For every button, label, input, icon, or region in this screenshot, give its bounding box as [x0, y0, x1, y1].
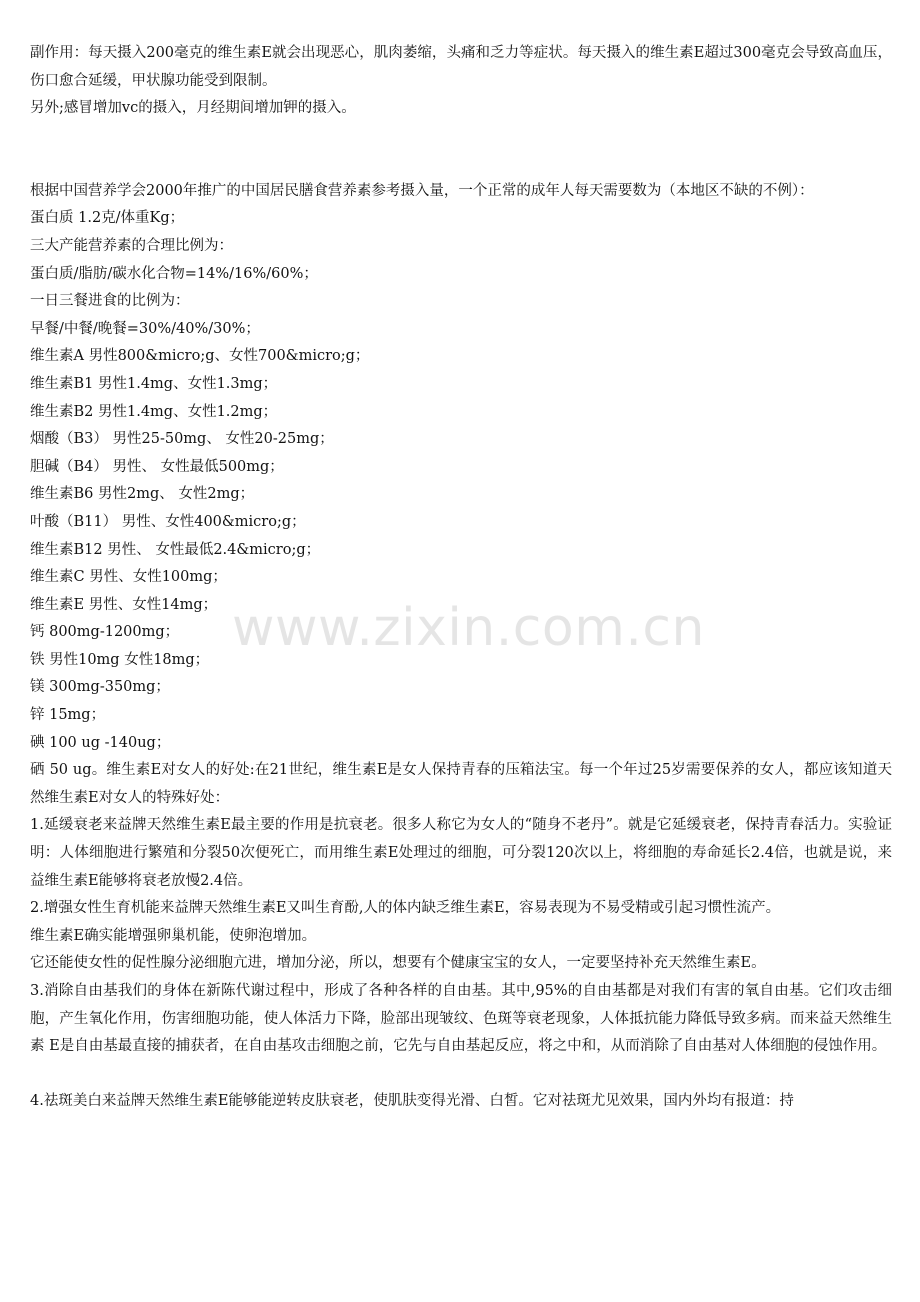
line-vitamin-e: 维生素E 男性、女性14mg；	[30, 596, 218, 613]
line-vitamin-a: 维生素A 男性800&micro;g、女性700&micro;g；	[30, 348, 370, 365]
line-iodine: 碘 100 ug -140ug；	[30, 734, 171, 751]
line-magnesium: 镁 300mg-350mg；	[30, 679, 170, 696]
paragraph-selenium-vitamin-e: 硒 50 ug。维生素E对女人的好处:在21世纪，维生素E是女人保持青春的压箱法宝。每一个年过25岁需要保养的女人，都应该知道天然维生素E对女人的特殊好处：	[30, 762, 892, 806]
paragraph-spacer	[30, 1061, 892, 1088]
line-vitamin-b1: 维生素B1 男性1.4mg、女性1.3mg；	[30, 375, 278, 392]
line-vitamin-b2: 维生素B2 男性1.4mg、女性1.2mg；	[30, 403, 278, 420]
line-macronutrient-ratio: 蛋白质/脂肪/碳水化合物=14%/16%/60%；	[30, 265, 318, 282]
line-niacin: 烟酸（B3） 男性25-50mg、 女性20-25mg；	[30, 431, 334, 448]
line-protein: 蛋白质 1.2克/体重Kg；	[30, 210, 185, 227]
paragraph-fertility: 2.增强女性生育机能来益牌天然维生素E又叫生育酚,人的体内缺乏维生素E，容易表现为不易受精或引起习惯性流产。	[30, 900, 781, 917]
line-vitamin-b12: 维生素B12 男性、 女性最低2.4&micro;g；	[30, 541, 321, 558]
paragraph-intake-intro: 根据中国营养学会2000年推广的中国居民膳食营养素参考摄入量，一个正常的成年人每天需要数为（本地区不缺的不例）：	[30, 182, 814, 199]
line-zinc: 锌 15mg；	[30, 707, 106, 724]
paragraph-ovary: 维生素E确实能增强卵巢机能，使卵泡增加。	[30, 927, 317, 944]
paragraph-anti-aging: 1.延缓衰老来益牌天然维生素E最主要的作用是抗衰老。很多人称它为女人的“随身不老丹”。就是它延缓衰老，保持青春活力。实验证明：人体细胞进行繁殖和分裂50次便死亡，而用维生素E处理过的细胞，可分裂120次以上，将细胞的寿命延长2.4倍，也就是说，来益维生素E能够将衰老放慢2.4倍。	[30, 817, 892, 889]
paragraph-whitening: 4.祛斑美白来益牌天然维生素E能够能逆转皮肤衰老，使肌肤变得光滑、白皙。它对祛斑尤见效果，国内外均有报道：持	[30, 1092, 794, 1109]
line-calcium: 钙 800mg-1200mg；	[30, 624, 180, 641]
paragraph-side-effects: 副作用：每天摄入200毫克的维生素E就会出现恶心，肌肉萎缩，头痛和乏力等症状。每天摄入的维生素E超过300毫克会导致高血压，伤口愈合延缓，甲状腺功能受到限制。	[30, 45, 892, 89]
document-body	[30, 40, 892, 1115]
line-folic-acid: 叶酸（B11） 男性、女性400&micro;g；	[30, 513, 306, 530]
line-iron: 铁 男性10mg 女性18mg；	[30, 651, 210, 668]
watermark: www.zixin.com.cn	[232, 598, 705, 658]
line-meal-ratio: 早餐/中餐/晚餐=30%/40%/30%；	[30, 320, 260, 337]
line-macronutrient-heading: 三大产能营养素的合理比例为：	[30, 237, 233, 254]
paragraph-secretion: 它还能使女性的促性腺分泌细胞亢进，增加分泌，所以，想要有个健康宝宝的女人，一定要坚持补充天然维生素E。	[30, 955, 766, 972]
paragraph-free-radicals: 3.消除自由基我们的身体在新陈代谢过程中，形成了各种各样的自由基。其中,95%的自由基都是对我们有害的氧自由基。它们攻击细胞，产生氧化作用，伤害细胞功能，使人体活力下降，脸部出现皱纹、色斑等衰老现象，人体抵抗能力降低导致多病。而来益天然维生素 E是自由基最直接的捕获者，在自由基攻击细胞之前，它先与自由基起反应，将之中和，从而消除了自由基对人体细胞的侵蚀作用。	[30, 983, 892, 1055]
line-choline: 胆碱（B4） 男性、 女性最低500mg；	[30, 458, 284, 475]
line-vitamin-c: 维生素C 男性、女性100mg；	[30, 569, 227, 586]
paragraph-spacer	[30, 123, 892, 178]
line-vitamin-b6: 维生素B6 男性2mg、 女性2mg；	[30, 486, 255, 503]
line-meal-heading: 一日三餐进食的比例为：	[30, 293, 190, 310]
paragraph-additional-note: 另外;感冒增加vc的摄入，月经期间增加钾的摄入。	[30, 100, 356, 117]
